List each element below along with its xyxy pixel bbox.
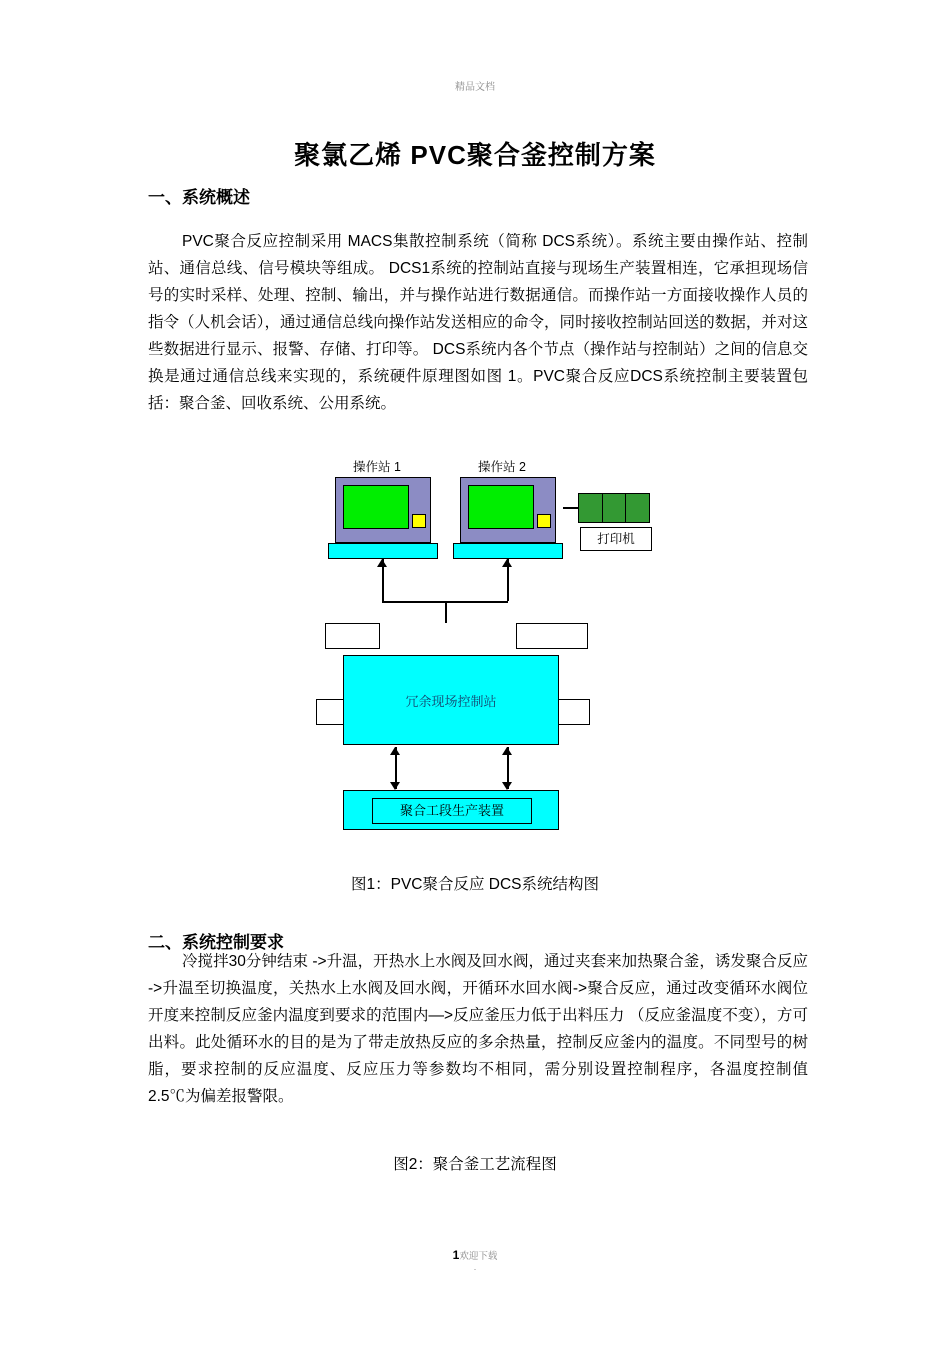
monitor-screen bbox=[343, 485, 409, 529]
io-arrow-down-right bbox=[502, 782, 512, 790]
section-2-paragraph bbox=[148, 948, 808, 1110]
footer-dot: . bbox=[473, 1262, 477, 1272]
section-heading-1: 一、系统概述 bbox=[148, 188, 250, 207]
figure-2-caption: 图2：聚合釜工艺流程图 bbox=[393, 1156, 557, 1173]
printer-segment bbox=[603, 494, 627, 522]
printer-connector-line bbox=[563, 507, 578, 509]
page-footer bbox=[0, 1248, 950, 1272]
workstation-1-monitor-icon bbox=[335, 477, 431, 543]
watermark-text: 精品文档 bbox=[455, 82, 495, 93]
module-box-right-top bbox=[516, 623, 588, 649]
workstation-2-base bbox=[453, 543, 563, 559]
process-unit-label: 聚合工段生产装置 bbox=[372, 798, 532, 824]
section-heading-2: 二、系统控制要求 bbox=[148, 933, 284, 952]
printer-label: 打印机 bbox=[580, 527, 652, 551]
figure-1-caption: 图1：PVC聚合反应 DCS系统结构图 bbox=[350, 876, 600, 893]
io-arrow-up-left bbox=[390, 747, 400, 755]
section-1-paragraph bbox=[148, 228, 808, 417]
workstation-1-base bbox=[328, 543, 438, 559]
io-arrow-up-right bbox=[502, 747, 512, 755]
section-1-paragraph-text: PVC聚合反应控制采用 MACS集散控制系统（简称 DCS系统）。系统主要由操作站、控制站、通信总线、信号模块等组成。 DCS1系统的控制站直接与现场生产装置相连，它承担现场信号的实时采样、处理、控制、输出，并与操作站进行数据通信。而操作站一方面接收操作人员的指令（人机会话），通过通信总线向操作站发送相应的命令，同时接收控制站回送的数据，并对这些数据进行显示、报警、存储、打印等。 DCS系统内各个节点（操作站与控制站）之间的信息交换是通过通信总线来实现的，系统硬件原理图如图 1。PVC聚合反应DCS系统控制主要装置包括：聚合釜、回收系统、公用系统。 bbox=[148, 233, 808, 412]
page-title: 聚氯乙烯 PVC聚合釜控制方案 bbox=[294, 140, 656, 171]
section-2-paragraph-text: 冷搅拌30分钟结束 ->升温，开热水上水阀及回水阀，通过夹套来加热聚合釜，诱发聚合反应 ->升温至切换温度，关热水上水阀及回水阀，开循环水回水阀->聚合反应，通过改变循环水阀位开度来控制反应釜内温度到要求的范围内—>反应釜压力低于出料压力 （反应釜温度不变），方可出料。此处循环水的目的是为了带走放热反应的多余热量，控制反应釜内的温度。不同型号的树脂，要求控制的反应温度、反应压力等参数均不相同，需分别设置控制程序，各温度控制值 2.5℃为偏差报警限。 bbox=[148, 953, 808, 1105]
workstation-2-label: 操作站 2 bbox=[478, 460, 526, 474]
figure-1-diagram bbox=[300, 455, 680, 855]
bus-arrow-ws2 bbox=[502, 559, 512, 567]
printer-segment bbox=[626, 494, 649, 522]
bus-line-drop bbox=[445, 601, 447, 623]
monitor-indicator bbox=[537, 514, 551, 528]
printer-icon bbox=[578, 493, 650, 523]
page-number: 1 bbox=[452, 1248, 460, 1262]
printer-segment bbox=[579, 494, 603, 522]
workstation-1-label: 操作站 1 bbox=[353, 460, 401, 474]
io-arrow-down-left bbox=[390, 782, 400, 790]
module-box-left-top bbox=[325, 623, 380, 649]
workstation-2-monitor-icon bbox=[460, 477, 556, 543]
monitor-indicator bbox=[412, 514, 426, 528]
control-station-block: 冗余现场控制站 bbox=[343, 655, 559, 745]
bus-arrow-ws1 bbox=[377, 559, 387, 567]
footer-note: 欢迎下载 bbox=[459, 1251, 498, 1262]
monitor-screen bbox=[468, 485, 534, 529]
